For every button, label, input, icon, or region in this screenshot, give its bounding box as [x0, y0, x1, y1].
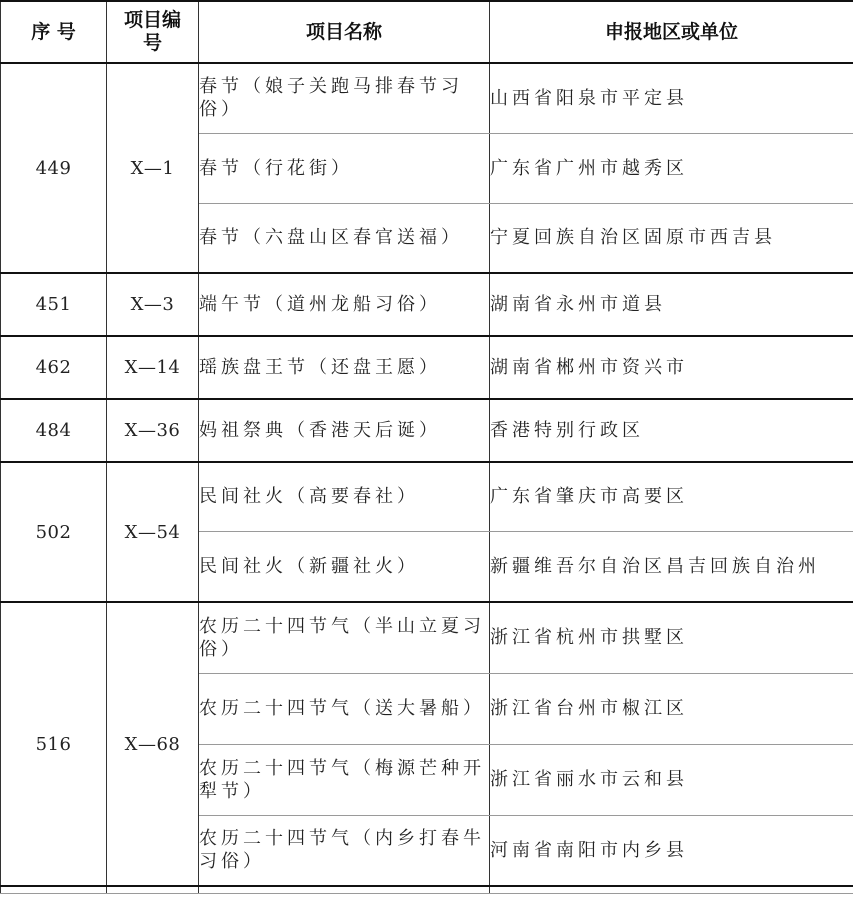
project-name-cell: 民间社火（高要春社）: [199, 462, 490, 531]
table-row: [1, 399, 853, 462]
header-project-code-text: 项目编号: [123, 9, 181, 54]
table-header-row: [1, 1, 853, 63]
applicant-region-cell: 广东省广州市越秀区: [490, 133, 853, 203]
serial-number-cell: 516: [1, 602, 107, 886]
applicant-region-cell: 浙江省台州市椒江区: [490, 673, 853, 744]
serial-number-cell: 502: [1, 462, 107, 602]
applicant-region-cell: 浙江省杭州市拱墅区: [490, 602, 853, 673]
table-row: [1, 462, 853, 531]
serial-number-cell: 449: [1, 63, 107, 273]
project-code-cell: Ⅹ—3: [107, 273, 199, 336]
serial-number-cell: 484: [1, 399, 107, 462]
table-row: [1, 273, 853, 336]
project-name-cell: 农历二十四节气（送大暑船）: [199, 673, 490, 744]
serial-number-cell: 451: [1, 273, 107, 336]
project-code-cell: Ⅹ—1: [107, 63, 199, 273]
cutoff-cell: [490, 886, 853, 894]
applicant-region-cell: 湖南省永州市道县: [490, 273, 853, 336]
project-name-cell: 瑶族盘王节（还盘王愿）: [199, 336, 490, 399]
project-name-cell: 农历二十四节气（半山立夏习俗）: [199, 602, 490, 673]
applicant-region-cell: 浙江省丽水市云和县: [490, 744, 853, 815]
project-code-cell: Ⅹ—36: [107, 399, 199, 462]
table-row-cutoff: [1, 886, 853, 894]
table-row: [1, 602, 853, 673]
applicant-region-cell: 新疆维吾尔自治区昌吉回族自治州: [490, 531, 853, 602]
table-row: [1, 336, 853, 399]
project-code-cell: Ⅹ—14: [107, 336, 199, 399]
header-applicant-region: 申报地区或单位: [490, 1, 853, 63]
applicant-region-cell: 香港特别行政区: [490, 399, 853, 462]
applicant-region-cell: 广东省肇庆市高要区: [490, 462, 853, 531]
header-serial-no: 序 号: [1, 1, 107, 63]
project-code-cell: Ⅹ—54: [107, 462, 199, 602]
header-project-name: 项目名称: [199, 1, 490, 63]
header-project-code: [107, 1, 199, 63]
cutoff-cell: [107, 886, 199, 894]
project-code-cell: Ⅹ—68: [107, 602, 199, 886]
project-name-cell: 农历二十四节气（内乡打春牛习俗）: [199, 815, 490, 886]
project-name-cell: 春节（六盘山区春官送福）: [199, 203, 490, 273]
applicant-region-cell: 河南省南阳市内乡县: [490, 815, 853, 886]
table-row: [1, 63, 853, 133]
applicant-region-cell: 宁夏回族自治区固原市西吉县: [490, 203, 853, 273]
applicant-region-cell: 山西省阳泉市平定县: [490, 63, 853, 133]
cutoff-cell: [199, 886, 490, 894]
project-name-cell: 春节（娘子关跑马排春节习俗）: [199, 63, 490, 133]
project-name-cell: 农历二十四节气（梅源芒种开犁节）: [199, 744, 490, 815]
project-name-cell: 春节（行花街）: [199, 133, 490, 203]
project-name-cell: 端午节（道州龙船习俗）: [199, 273, 490, 336]
cutoff-cell: [1, 886, 107, 894]
serial-number-cell: 462: [1, 336, 107, 399]
project-name-cell: 妈祖祭典（香港天后诞）: [199, 399, 490, 462]
applicant-region-cell: 湖南省郴州市资兴市: [490, 336, 853, 399]
project-name-cell: 民间社火（新疆社火）: [199, 531, 490, 602]
